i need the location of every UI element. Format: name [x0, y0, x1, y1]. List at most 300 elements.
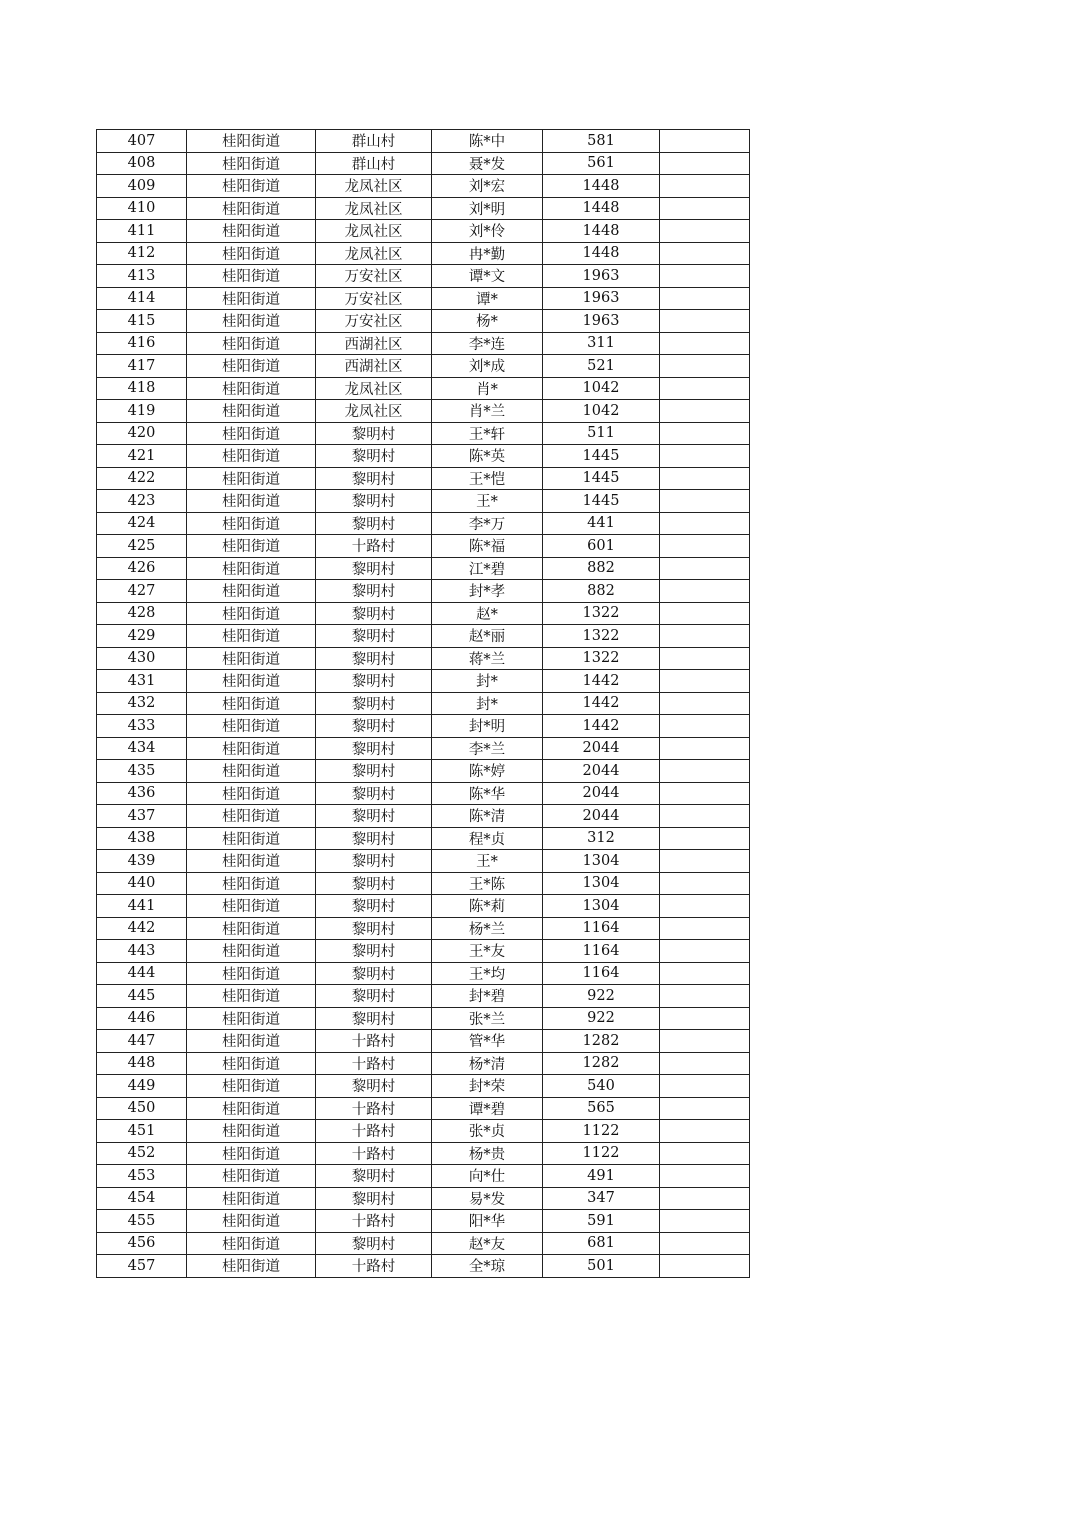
remark-cell: [660, 827, 750, 850]
table-row: [97, 310, 750, 333]
street-cell: 桂阳街道: [187, 152, 316, 175]
remark-cell: [660, 332, 750, 355]
street-cell: 桂阳街道: [187, 490, 316, 513]
remark-cell: [660, 265, 750, 288]
name-cell: 张*兰: [432, 1007, 543, 1030]
row-number-cell: 428: [97, 602, 187, 625]
community-cell: 黎明村: [316, 490, 432, 513]
street-cell: 桂阳街道: [187, 940, 316, 963]
street-cell: 桂阳街道: [187, 1255, 316, 1278]
name-cell: 封*明: [432, 715, 543, 738]
name-cell: 王*均: [432, 962, 543, 985]
remark-cell: [660, 1165, 750, 1188]
remark-cell: [660, 400, 750, 423]
row-number-cell: 448: [97, 1052, 187, 1075]
name-cell: 管*华: [432, 1030, 543, 1053]
row-number-cell: 434: [97, 737, 187, 760]
name-cell: 向*仕: [432, 1165, 543, 1188]
name-cell: 刘*伶: [432, 220, 543, 243]
table-row: [97, 377, 750, 400]
amount-cell: 1445: [543, 467, 660, 490]
amount-cell: 1304: [543, 850, 660, 873]
street-cell: 桂阳街道: [187, 242, 316, 265]
row-number-cell: 436: [97, 782, 187, 805]
street-cell: 桂阳街道: [187, 197, 316, 220]
remark-cell: [660, 670, 750, 693]
row-number-cell: 450: [97, 1097, 187, 1120]
name-cell: 陈*中: [432, 130, 543, 153]
amount-cell: 1963: [543, 287, 660, 310]
remark-cell: [660, 422, 750, 445]
street-cell: 桂阳街道: [187, 310, 316, 333]
name-cell: 刘*明: [432, 197, 543, 220]
table-row: [97, 265, 750, 288]
amount-cell: 1164: [543, 940, 660, 963]
amount-cell: 2044: [543, 805, 660, 828]
table-row: [97, 1232, 750, 1255]
remark-cell: [660, 152, 750, 175]
amount-cell: 1963: [543, 310, 660, 333]
remark-cell: [660, 1120, 750, 1143]
name-cell: 赵*友: [432, 1232, 543, 1255]
street-cell: 桂阳街道: [187, 1007, 316, 1030]
community-cell: 黎明村: [316, 737, 432, 760]
name-cell: 王*友: [432, 940, 543, 963]
row-number-cell: 417: [97, 355, 187, 378]
street-cell: 桂阳街道: [187, 1187, 316, 1210]
community-cell: 西湖社区: [316, 355, 432, 378]
community-cell: 黎明村: [316, 422, 432, 445]
street-cell: 桂阳街道: [187, 715, 316, 738]
row-number-cell: 419: [97, 400, 187, 423]
amount-cell: 1322: [543, 647, 660, 670]
table-row: [97, 602, 750, 625]
name-cell: 谭*碧: [432, 1097, 543, 1120]
remark-cell: [660, 872, 750, 895]
name-cell: 陈*福: [432, 535, 543, 558]
community-cell: 黎明村: [316, 962, 432, 985]
amount-cell: 1448: [543, 197, 660, 220]
community-cell: 黎明村: [316, 580, 432, 603]
amount-cell: 1164: [543, 962, 660, 985]
name-cell: 张*贞: [432, 1120, 543, 1143]
street-cell: 桂阳街道: [187, 1030, 316, 1053]
table-row: [97, 1142, 750, 1165]
community-cell: 龙凤社区: [316, 220, 432, 243]
remark-cell: [660, 625, 750, 648]
street-cell: 桂阳街道: [187, 580, 316, 603]
remark-cell: [660, 1142, 750, 1165]
row-number-cell: 445: [97, 985, 187, 1008]
data-table: [96, 129, 750, 1278]
name-cell: 陈*清: [432, 805, 543, 828]
remark-cell: [660, 1255, 750, 1278]
table-row: [97, 760, 750, 783]
community-cell: 黎明村: [316, 647, 432, 670]
table-row: [97, 647, 750, 670]
table-row: [97, 1210, 750, 1233]
amount-cell: 2044: [543, 782, 660, 805]
remark-cell: [660, 557, 750, 580]
name-cell: 赵*: [432, 602, 543, 625]
community-cell: 群山村: [316, 152, 432, 175]
street-cell: 桂阳街道: [187, 1052, 316, 1075]
table-row: [97, 332, 750, 355]
community-cell: 黎明村: [316, 805, 432, 828]
remark-cell: [660, 737, 750, 760]
street-cell: 桂阳街道: [187, 175, 316, 198]
table-row: [97, 1075, 750, 1098]
row-number-cell: 449: [97, 1075, 187, 1098]
street-cell: 桂阳街道: [187, 1165, 316, 1188]
name-cell: 易*发: [432, 1187, 543, 1210]
name-cell: 杨*贵: [432, 1142, 543, 1165]
street-cell: 桂阳街道: [187, 422, 316, 445]
name-cell: 王*: [432, 490, 543, 513]
amount-cell: 1448: [543, 242, 660, 265]
table-row: [97, 850, 750, 873]
street-cell: 桂阳街道: [187, 377, 316, 400]
remark-cell: [660, 580, 750, 603]
amount-cell: 1322: [543, 602, 660, 625]
remark-cell: [660, 917, 750, 940]
name-cell: 封*碧: [432, 985, 543, 1008]
street-cell: 桂阳街道: [187, 467, 316, 490]
community-cell: 十路村: [316, 1097, 432, 1120]
row-number-cell: 432: [97, 692, 187, 715]
amount-cell: 521: [543, 355, 660, 378]
row-number-cell: 413: [97, 265, 187, 288]
street-cell: 桂阳街道: [187, 917, 316, 940]
street-cell: 桂阳街道: [187, 850, 316, 873]
remark-cell: [660, 1052, 750, 1075]
amount-cell: 1164: [543, 917, 660, 940]
amount-cell: 2044: [543, 760, 660, 783]
remark-cell: [660, 940, 750, 963]
row-number-cell: 426: [97, 557, 187, 580]
table-row: [97, 355, 750, 378]
name-cell: 冉*勤: [432, 242, 543, 265]
amount-cell: 1442: [543, 670, 660, 693]
row-number-cell: 454: [97, 1187, 187, 1210]
row-number-cell: 424: [97, 512, 187, 535]
amount-cell: 922: [543, 985, 660, 1008]
amount-cell: 2044: [543, 737, 660, 760]
remark-cell: [660, 850, 750, 873]
table-row: [97, 625, 750, 648]
table-row: [97, 895, 750, 918]
community-cell: 万安社区: [316, 310, 432, 333]
remark-cell: [660, 377, 750, 400]
remark-cell: [660, 1097, 750, 1120]
community-cell: 黎明村: [316, 512, 432, 535]
amount-cell: 1282: [543, 1052, 660, 1075]
row-number-cell: 442: [97, 917, 187, 940]
table-row: [97, 467, 750, 490]
community-cell: 西湖社区: [316, 332, 432, 355]
row-number-cell: 410: [97, 197, 187, 220]
community-cell: 十路村: [316, 1142, 432, 1165]
community-cell: 黎明村: [316, 1232, 432, 1255]
table-row: [97, 1030, 750, 1053]
table-row: [97, 152, 750, 175]
amount-cell: 1448: [543, 220, 660, 243]
remark-cell: [660, 782, 750, 805]
name-cell: 王*: [432, 850, 543, 873]
name-cell: 王*轩: [432, 422, 543, 445]
table-row: [97, 400, 750, 423]
table-row: [97, 1165, 750, 1188]
street-cell: 桂阳街道: [187, 512, 316, 535]
table-row: [97, 985, 750, 1008]
row-number-cell: 423: [97, 490, 187, 513]
community-cell: 黎明村: [316, 827, 432, 850]
row-number-cell: 446: [97, 1007, 187, 1030]
name-cell: 封*: [432, 692, 543, 715]
street-cell: 桂阳街道: [187, 827, 316, 850]
table-row: [97, 782, 750, 805]
name-cell: 封*孝: [432, 580, 543, 603]
remark-cell: [660, 1030, 750, 1053]
row-number-cell: 418: [97, 377, 187, 400]
amount-cell: 1448: [543, 175, 660, 198]
table-row: [97, 130, 750, 153]
row-number-cell: 408: [97, 152, 187, 175]
remark-cell: [660, 445, 750, 468]
amount-cell: 1042: [543, 400, 660, 423]
street-cell: 桂阳街道: [187, 1232, 316, 1255]
name-cell: 赵*丽: [432, 625, 543, 648]
community-cell: 黎明村: [316, 1187, 432, 1210]
amount-cell: 311: [543, 332, 660, 355]
table-row: [97, 805, 750, 828]
amount-cell: 601: [543, 535, 660, 558]
amount-cell: 312: [543, 827, 660, 850]
name-cell: 李*万: [432, 512, 543, 535]
amount-cell: 882: [543, 557, 660, 580]
remark-cell: [660, 985, 750, 1008]
name-cell: 陈*婷: [432, 760, 543, 783]
row-number-cell: 453: [97, 1165, 187, 1188]
community-cell: 黎明村: [316, 467, 432, 490]
name-cell: 肖*兰: [432, 400, 543, 423]
community-cell: 龙凤社区: [316, 197, 432, 220]
community-cell: 万安社区: [316, 265, 432, 288]
row-number-cell: 412: [97, 242, 187, 265]
street-cell: 桂阳街道: [187, 1075, 316, 1098]
row-number-cell: 452: [97, 1142, 187, 1165]
amount-cell: 1445: [543, 445, 660, 468]
name-cell: 肖*: [432, 377, 543, 400]
table-row: [97, 287, 750, 310]
amount-cell: 491: [543, 1165, 660, 1188]
community-cell: 十路村: [316, 1120, 432, 1143]
community-cell: 黎明村: [316, 895, 432, 918]
remark-cell: [660, 1232, 750, 1255]
amount-cell: 1122: [543, 1120, 660, 1143]
row-number-cell: 433: [97, 715, 187, 738]
street-cell: 桂阳街道: [187, 1120, 316, 1143]
remark-cell: [660, 895, 750, 918]
remark-cell: [660, 175, 750, 198]
community-cell: 黎明村: [316, 557, 432, 580]
remark-cell: [660, 1187, 750, 1210]
amount-cell: 581: [543, 130, 660, 153]
name-cell: 王*陈: [432, 872, 543, 895]
street-cell: 桂阳街道: [187, 625, 316, 648]
street-cell: 桂阳街道: [187, 265, 316, 288]
table-row: [97, 917, 750, 940]
amount-cell: 922: [543, 1007, 660, 1030]
community-cell: 群山村: [316, 130, 432, 153]
table-row: [97, 220, 750, 243]
community-cell: 黎明村: [316, 625, 432, 648]
amount-cell: 1282: [543, 1030, 660, 1053]
remark-cell: [660, 287, 750, 310]
street-cell: 桂阳街道: [187, 557, 316, 580]
street-cell: 桂阳街道: [187, 355, 316, 378]
row-number-cell: 440: [97, 872, 187, 895]
street-cell: 桂阳街道: [187, 400, 316, 423]
table-row: [97, 242, 750, 265]
community-cell: 十路村: [316, 1210, 432, 1233]
amount-cell: 501: [543, 1255, 660, 1278]
row-number-cell: 416: [97, 332, 187, 355]
community-cell: 万安社区: [316, 287, 432, 310]
row-number-cell: 435: [97, 760, 187, 783]
table-row: [97, 827, 750, 850]
name-cell: 杨*清: [432, 1052, 543, 1075]
row-number-cell: 415: [97, 310, 187, 333]
table-row: [97, 1052, 750, 1075]
street-cell: 桂阳街道: [187, 1097, 316, 1120]
amount-cell: 540: [543, 1075, 660, 1098]
table-row: [97, 512, 750, 535]
table-row: [97, 692, 750, 715]
table-row: [97, 1097, 750, 1120]
name-cell: 封*: [432, 670, 543, 693]
table-row: [97, 670, 750, 693]
community-cell: 黎明村: [316, 850, 432, 873]
table-row: [97, 1007, 750, 1030]
community-cell: 黎明村: [316, 782, 432, 805]
row-number-cell: 441: [97, 895, 187, 918]
table-row: [97, 940, 750, 963]
remark-cell: [660, 467, 750, 490]
amount-cell: 681: [543, 1232, 660, 1255]
amount-cell: 1322: [543, 625, 660, 648]
name-cell: 谭*文: [432, 265, 543, 288]
street-cell: 桂阳街道: [187, 535, 316, 558]
remark-cell: [660, 220, 750, 243]
street-cell: 桂阳街道: [187, 782, 316, 805]
street-cell: 桂阳街道: [187, 602, 316, 625]
table-row: [97, 445, 750, 468]
table-row: [97, 1120, 750, 1143]
amount-cell: 1963: [543, 265, 660, 288]
row-number-cell: 425: [97, 535, 187, 558]
name-cell: 阳*华: [432, 1210, 543, 1233]
amount-cell: 441: [543, 512, 660, 535]
community-cell: 黎明村: [316, 985, 432, 1008]
street-cell: 桂阳街道: [187, 670, 316, 693]
name-cell: 封*荣: [432, 1075, 543, 1098]
amount-cell: 561: [543, 152, 660, 175]
name-cell: 李*连: [432, 332, 543, 355]
table-body: [97, 130, 750, 1278]
community-cell: 龙凤社区: [316, 400, 432, 423]
amount-cell: 565: [543, 1097, 660, 1120]
row-number-cell: 409: [97, 175, 187, 198]
community-cell: 龙凤社区: [316, 242, 432, 265]
name-cell: 李*兰: [432, 737, 543, 760]
remark-cell: [660, 512, 750, 535]
community-cell: 黎明村: [316, 760, 432, 783]
community-cell: 黎明村: [316, 692, 432, 715]
remark-cell: [660, 535, 750, 558]
amount-cell: 591: [543, 1210, 660, 1233]
amount-cell: 1445: [543, 490, 660, 513]
community-cell: 黎明村: [316, 602, 432, 625]
remark-cell: [660, 962, 750, 985]
row-number-cell: 411: [97, 220, 187, 243]
table-row: [97, 715, 750, 738]
remark-cell: [660, 692, 750, 715]
community-cell: 黎明村: [316, 1007, 432, 1030]
street-cell: 桂阳街道: [187, 872, 316, 895]
amount-cell: 882: [543, 580, 660, 603]
row-number-cell: 457: [97, 1255, 187, 1278]
name-cell: 全*琼: [432, 1255, 543, 1278]
street-cell: 桂阳街道: [187, 760, 316, 783]
name-cell: 江*碧: [432, 557, 543, 580]
amount-cell: 1042: [543, 377, 660, 400]
table-row: [97, 175, 750, 198]
remark-cell: [660, 760, 750, 783]
community-cell: 十路村: [316, 1052, 432, 1075]
remark-cell: [660, 490, 750, 513]
row-number-cell: 431: [97, 670, 187, 693]
community-cell: 十路村: [316, 535, 432, 558]
name-cell: 王*恺: [432, 467, 543, 490]
remark-cell: [660, 805, 750, 828]
remark-cell: [660, 355, 750, 378]
street-cell: 桂阳街道: [187, 692, 316, 715]
community-cell: 黎明村: [316, 670, 432, 693]
name-cell: 陈*华: [432, 782, 543, 805]
table-row: [97, 737, 750, 760]
table-row: [97, 962, 750, 985]
row-number-cell: 420: [97, 422, 187, 445]
amount-cell: 1442: [543, 692, 660, 715]
street-cell: 桂阳街道: [187, 1210, 316, 1233]
street-cell: 桂阳街道: [187, 130, 316, 153]
table-row: [97, 1187, 750, 1210]
row-number-cell: 437: [97, 805, 187, 828]
name-cell: 程*贞: [432, 827, 543, 850]
street-cell: 桂阳街道: [187, 737, 316, 760]
row-number-cell: 455: [97, 1210, 187, 1233]
row-number-cell: 444: [97, 962, 187, 985]
table-row: [97, 580, 750, 603]
name-cell: 刘*成: [432, 355, 543, 378]
row-number-cell: 443: [97, 940, 187, 963]
community-cell: 龙凤社区: [316, 175, 432, 198]
row-number-cell: 456: [97, 1232, 187, 1255]
remark-cell: [660, 1075, 750, 1098]
table-row: [97, 872, 750, 895]
street-cell: 桂阳街道: [187, 985, 316, 1008]
